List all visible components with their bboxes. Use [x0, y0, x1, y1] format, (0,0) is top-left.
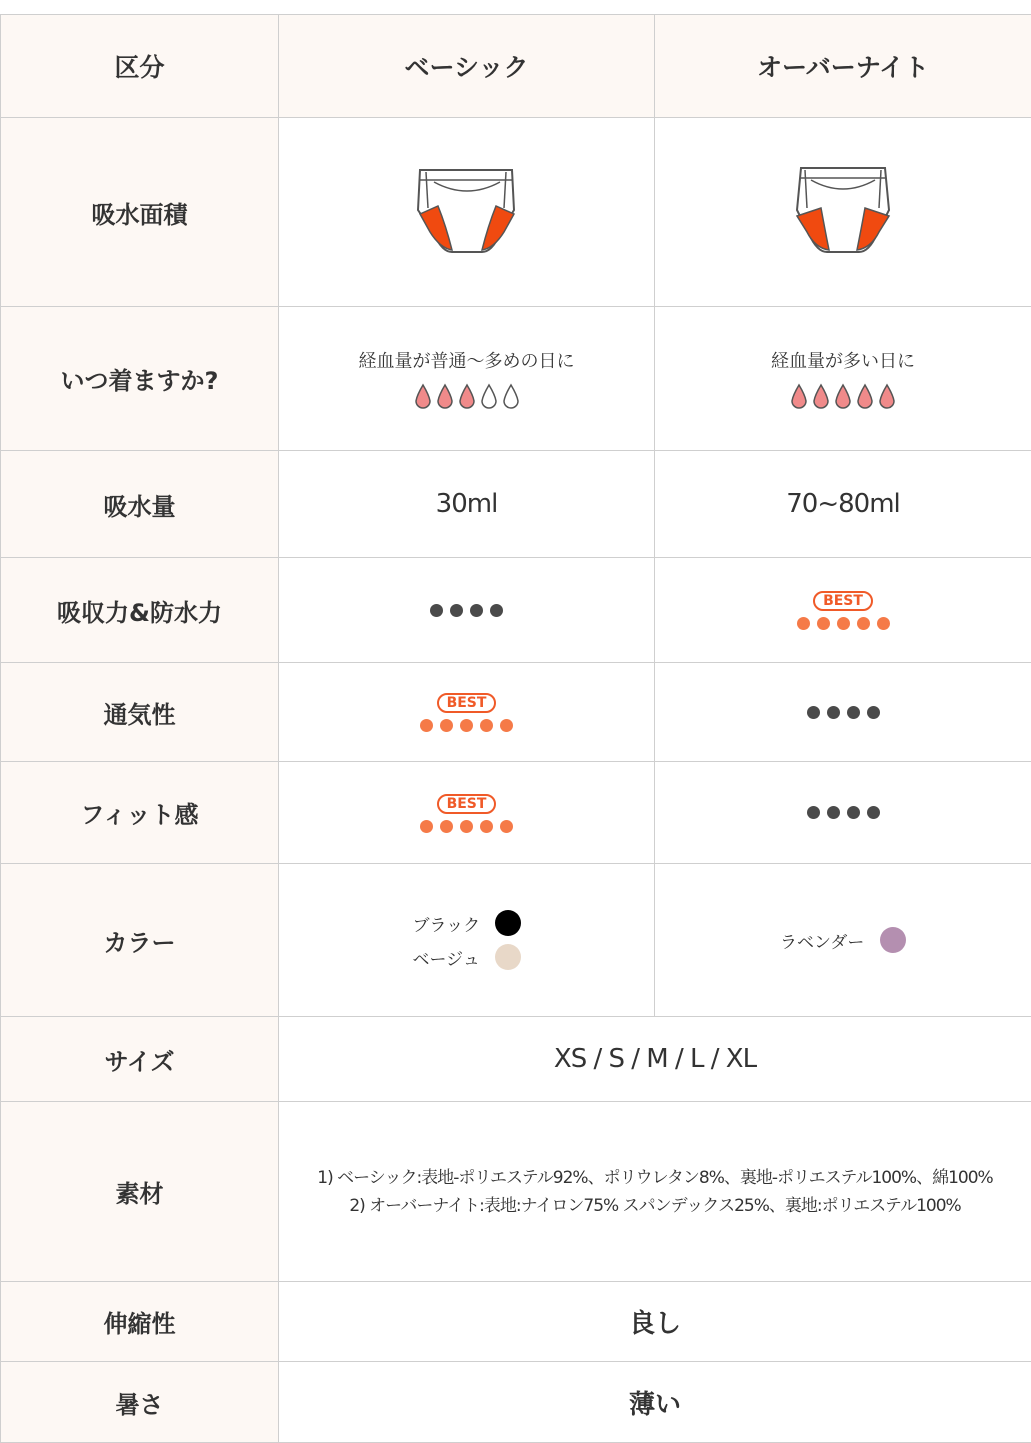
rating-dot [857, 617, 870, 630]
basic-capacity-value: 30ml [279, 451, 655, 558]
drop-empty-icon [479, 383, 499, 411]
drop-filled-icon [435, 383, 455, 411]
row-stretch [1, 1282, 1031, 1362]
overnight-absorb-cell [655, 558, 1031, 663]
drop-filled-icon [833, 383, 853, 411]
best-badge: BEST [437, 693, 497, 713]
rating-dot [797, 617, 810, 630]
overnight-when-text: 経血量が多い日に [655, 347, 1031, 373]
row-label-color: カラー [1, 864, 279, 1017]
overnight-breath-rating [655, 706, 1031, 719]
material-line-overnight: 2) オーバーナイト:表地:ナイロン75% スパンデックス25%、裏地:ポリエステル100% [279, 1192, 1031, 1220]
row-label-capacity: 吸水量 [1, 451, 279, 558]
row-material [1, 1102, 1031, 1282]
color-name: ベージュ [413, 945, 483, 970]
row-size [1, 1017, 1031, 1102]
rating-dot [867, 806, 880, 819]
rating-dot [500, 719, 513, 732]
rating-dot [480, 719, 493, 732]
material-line-basic: 1) ベーシック:表地-ポリエステル92%、ポリウレタン8%、裏地-ポリエステル100%、綿100% [279, 1164, 1031, 1192]
rating-dot [430, 604, 443, 617]
row-thickness [1, 1362, 1031, 1443]
rating-dot [807, 706, 820, 719]
rating-dot [440, 820, 453, 833]
row-label-breath: 通気性 [1, 663, 279, 762]
basic-drop-rating [279, 383, 654, 411]
header-category: 区分 [1, 15, 279, 118]
rating-dot [490, 604, 503, 617]
rating-dot [460, 820, 473, 833]
basic-breath-rating [279, 719, 654, 732]
row-label-material: 素材 [1, 1102, 279, 1282]
rating-dot [500, 820, 513, 833]
rating-dot [420, 820, 433, 833]
rating-dot [460, 719, 473, 732]
rating-dot [807, 806, 820, 819]
comparison-table [0, 14, 1031, 1443]
material-cell [279, 1102, 1031, 1282]
best-badge: BEST [813, 591, 873, 611]
color-name: ラベンダー [780, 928, 868, 953]
best-badge: BEST [437, 794, 497, 814]
rating-dot [420, 719, 433, 732]
drop-empty-icon [501, 383, 521, 411]
row-label-stretch: 伸縮性 [1, 1282, 279, 1362]
drop-filled-icon [789, 383, 809, 411]
color-option [655, 927, 1031, 953]
rating-dot [817, 617, 830, 630]
color-swatch-lavender [880, 927, 906, 953]
rating-dot [480, 820, 493, 833]
overnight-area-illustration [655, 118, 1031, 307]
header-overnight: オーバーナイト [655, 15, 1031, 118]
drop-filled-icon [811, 383, 831, 411]
rating-dot [827, 806, 840, 819]
rating-dot [867, 706, 880, 719]
overnight-fit-rating [655, 806, 1031, 819]
color-name: ブラック [413, 911, 483, 936]
row-label-area: 吸水面積 [1, 118, 279, 307]
row-area [1, 118, 1031, 307]
overnight-drop-rating [655, 383, 1031, 411]
basic-breath-cell [279, 663, 655, 762]
drop-filled-icon [413, 383, 433, 411]
basic-absorb-rating [279, 604, 654, 617]
row-when [1, 307, 1031, 451]
size-value: XS / S / M / L / XL [279, 1017, 1031, 1102]
row-label-absorb: 吸収力&防水力 [1, 558, 279, 663]
row-fit [1, 762, 1031, 864]
basic-when-cell [279, 307, 655, 451]
basic-fit-rating [279, 820, 654, 833]
drop-filled-icon [877, 383, 897, 411]
overnight-capacity-value: 70~80ml [655, 451, 1031, 558]
rating-dot [827, 706, 840, 719]
color-swatch-black [495, 910, 521, 936]
rating-dot [877, 617, 890, 630]
drop-filled-icon [855, 383, 875, 411]
row-capacity [1, 451, 1031, 558]
basic-when-text: 経血量が普通〜多めの日に [279, 347, 654, 373]
row-label-thickness: 暑さ [1, 1362, 279, 1443]
rating-dot [450, 604, 463, 617]
thickness-value: 薄い [279, 1362, 1031, 1443]
header-row [1, 15, 1031, 118]
color-option [279, 944, 654, 970]
overnight-panty-icon [793, 164, 893, 256]
header-basic: ベーシック [279, 15, 655, 118]
rating-dot [440, 719, 453, 732]
row-label-size: サイズ [1, 1017, 279, 1102]
basic-absorb-cell [279, 558, 655, 663]
basic-area-illustration [279, 118, 655, 307]
drop-filled-icon [457, 383, 477, 411]
basic-panty-icon [412, 164, 522, 256]
row-absorb [1, 558, 1031, 663]
overnight-absorb-rating [655, 617, 1031, 630]
color-swatch-beige [495, 944, 521, 970]
row-color [1, 864, 1031, 1017]
overnight-breath-cell [655, 663, 1031, 762]
rating-dot [847, 806, 860, 819]
color-option [279, 910, 654, 936]
overnight-color-cell [655, 864, 1031, 1017]
rating-dot [847, 706, 860, 719]
basic-color-cell [279, 864, 655, 1017]
overnight-fit-cell [655, 762, 1031, 864]
row-label-fit: フィット感 [1, 762, 279, 864]
overnight-when-cell [655, 307, 1031, 451]
row-label-when: いつ着ますか? [1, 307, 279, 451]
rating-dot [837, 617, 850, 630]
row-breath [1, 663, 1031, 762]
rating-dot [470, 604, 483, 617]
basic-fit-cell [279, 762, 655, 864]
stretch-value: 良し [279, 1282, 1031, 1362]
